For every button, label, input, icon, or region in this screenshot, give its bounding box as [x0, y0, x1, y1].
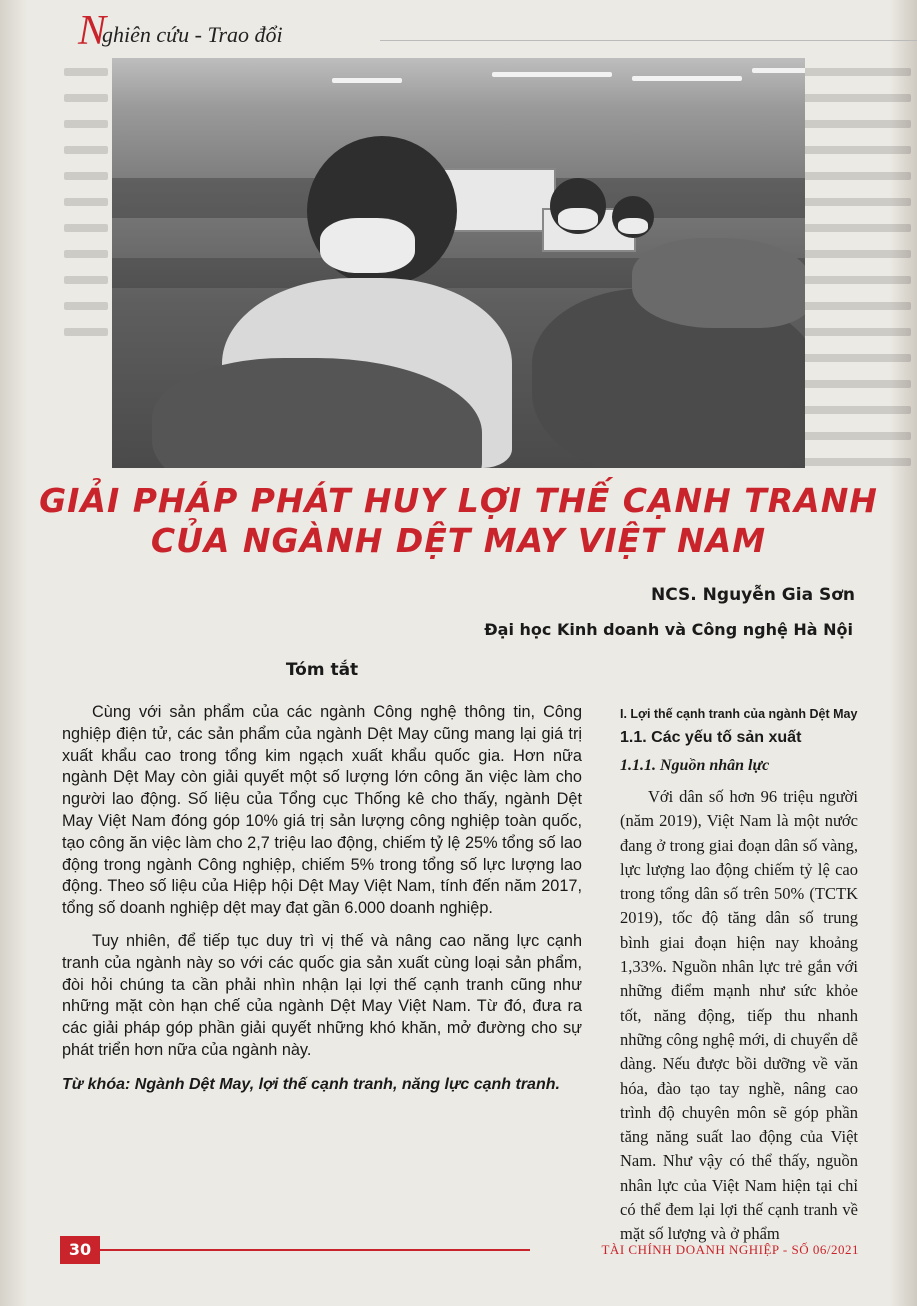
author-name: NCS. Nguyễn Gia Sơn — [651, 585, 855, 605]
article-title-line1: GIẢI PHÁP PHÁT HUY LỢI THẾ CẠNH TRANH — [39, 481, 878, 520]
section-header — [60, 8, 860, 54]
page-number: 30 — [60, 1236, 100, 1264]
body-column — [620, 707, 858, 1247]
abstract-paragraph: Tuy nhiên, để tiếp tục duy trì vị thế và nâng cao năng lực cạnh tranh của ngành này so với các quốc gia sản xuất cùng loại sản phẩm, đòi hỏi chúng ta cần phải nhìn nhận lại lợi thế cạnh tranh cũng như những mặt còn hạn chế của ngành Dệt May Việt Nam. Từ đó, đưa ra các giải pháp góp phần giải quyết những khó khăn, mở đường cho sự phát triển hơn nữa của ngành này. — [62, 931, 582, 1059]
abstract-heading: Tóm tắt — [285, 660, 359, 680]
subsubsection-heading: 1.1.1. Nguồn nhân lực — [620, 757, 770, 774]
author-affiliation: Đại học Kinh doanh và Công nghệ Hà Nội — [484, 620, 853, 639]
garment-factory-photo — [112, 58, 805, 468]
header-label: ghiên cứu - Trao đổi — [102, 22, 283, 47]
section-heading: I. Lợi thế cạnh tranh của ngành Dệt May — [620, 707, 858, 721]
header-initial: N — [78, 8, 107, 54]
show-through-left — [58, 50, 114, 470]
page-footer — [0, 1236, 917, 1276]
journal-name: TÀI CHÍNH DOANH NGHIỆP - SỐ 06/2021 — [601, 1242, 859, 1257]
abstract-paragraph: Cùng với sản phẩm của các ngành Công nghệ thông tin, Công nghiệp điện tử, các sản phẩm của ngành Dệt May cũng mang lại giá trị xuất khẩu cao trong tổng kim ngạch xuất khẩu quốc gia. Hơn nữa ngành Dệt May còn giải quyết một số lượng lớn công ăn việc làm cho người lao động. Số liệu của Tổng cục Thống kê cho thấy, ngành Dệt May Việt Nam đóng góp 10% giá trị sản lượng công nghiệp toàn quốc, tạo công ăn việc làm cho 2,7 triệu lao động, chiếm tỷ lệ 25% tổng số lao động trong ngành Công nghiệp, chiếm 5% trong tổng số lực lượng lao động. Theo số liệu của Hiệp hội Dệt May Việt Nam, tính đến năm 2017, tổng số doanh nghiệp dệt may đạt gần 6.000 doanh nghiệp. — [62, 703, 582, 918]
body-paragraph: Với dân số hơn 96 triệu người (năm 2019), Việt Nam là một nước đang ở trong giai đoạn dân số vàng, lực lượng lao động chiếm tỷ lệ cao trong tổng dân số trên 50% (TCTK 2019), tốc độ tăng dân số trung bình giai đoạn hiện nay khoảng 1,33%. Nguồn nhân lực trẻ gắn với những điểm mạnh như sức khỏe tốt, năng động, tiếp thu nhanh những công nghệ mới, di chuyển dễ dàng. Nếu được bồi dưỡng về văn hóa, đào tạo tay nghề, nâng cao trình độ chuyên môn sẽ góp phần tăng năng suất lao động của Việt Nam. Như vậy có thể thấy, nguồn nhân lực của Việt Nam hiện tại chỉ có thể đem lại lợi thế cạnh tranh về mặt số lượng và ở phẩm — [620, 787, 858, 1244]
abstract-box — [62, 660, 582, 1095]
keywords: Từ khóa: Ngành Dệt May, lợi thế cạnh tranh, năng lực cạnh tranh. — [62, 1075, 560, 1093]
footer-rule — [100, 1249, 530, 1251]
article-title-line2: CỦA NGÀNH DỆT MAY VIỆT NAM — [150, 521, 767, 560]
header-rule — [380, 40, 917, 41]
subsection-heading: 1.1. Các yếu tố sản xuất — [620, 729, 802, 746]
